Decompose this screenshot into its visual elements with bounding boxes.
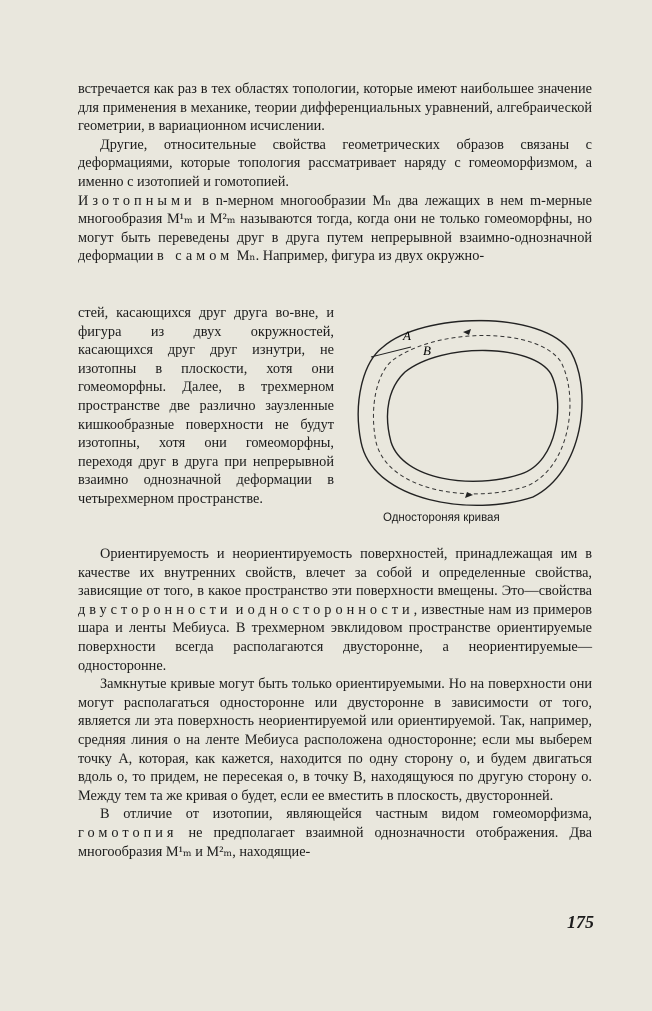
term-one-sided: односторонности [247,601,414,618]
text-block-bottom [78,545,592,861]
orient-text-1: Ориентируемость и неориентируемость поверхностей, принадлежащая им в качестве их внутренних свойств, влечет за собой и определенные свойства, зависящие от того, в какое пространство эти поверхности вмещены. Это—свойства [78,546,592,600]
paragraph-2: Другие, относительные свойства геометрических образов связаны с деформациями, которые топология рассматривает наряду с гомеоморфизмом, а именно с изотопией и гомотопией. [78,136,592,190]
paragraph-orientability [78,545,592,675]
orient-text-2: и [231,601,248,618]
term-in-itself: в самом [156,248,234,265]
term-isotopic: Изотопными [78,192,196,209]
paragraph-wrap: стей, касающихся друг друга во-вне, и фигура из двух окружностей, касающихся друг друг изнутри, не изотопны в плоскости, хотя они гомеоморфны. Далее, в трехмерном пространстве две различно заузленные кишкообразные поверхности не будут изотопны, хотя они гомеоморфны, переходя друг в друга при непрерывной взаимно однозначной деформации в четырехмерном пространстве. [78,305,334,507]
label-b: B [423,343,431,358]
figure-caption: Одностороняя кривая [383,512,500,524]
paragraph-1: встречается как раз в тех областях топологии, которые имеют наибольшее значение для применения в механике, теории дифференциальных уравнений, алгебраической геометрии, в вариационном исчислении. [78,81,592,135]
text-block-top [78,80,592,266]
term-two-sided: двусторонности [78,601,232,618]
term-homotopy: гомотопия [78,824,178,841]
wrapped-text [78,304,334,509]
arrow-bottom [465,492,473,498]
orient-text-3: , известные нам из примеров шара и ленты Мебиуса. В трехмерном эвклидовом пространстве ориентируемые поверхности всегда располагаются двусторонне, а неориентируемые—односторонне. [78,601,592,674]
label-a: A [403,328,411,343]
one-sided-curve-figure [343,302,593,517]
isotopy-text-1: в n-мерном многообразии Mₙ два лежащих в нем m-мерные многообразия M¹ₘ и M²ₘ называются тогда, когда они не только гомеоморфны, но могут быть переведены друг в друга путем непрерывной взаимно-однозначной деформации [78,192,592,265]
dashed-curve [373,335,570,493]
paragraph-homotopy [78,805,592,861]
isotopy-text-2: Mₙ. Например, фигура из двух окружно- [233,248,485,265]
page-number: 175 [567,912,594,932]
outer-loop [358,321,582,506]
homotopy-text-2: не предполагает взаимной однозначности отображения. Два многообразия M¹ₘ и M²ₘ, находящие- [78,824,592,860]
arrow-top [463,329,471,335]
paragraph-isotopy [78,192,592,266]
homotopy-text-1: В отличие от изотопии, являющейся частным видом гомеоморфизма, [100,806,592,823]
inner-loop [387,350,557,481]
paragraph-closed-curves: Замкнутые кривые могут быть только ориентируемыми. Но на поверхности они могут располагаться односторонне или двусторонне в зависимости от того, является ли эта поверхность неориентируемой или ориентируемой. Так, например, средняя линия o на ленте Мебиуса расположена односторонне; если мы выберем точку A, которая, как кажется, находится по одну сторону o, и будем двигаться вдоль o, то придем, не пересекая o, в точку B, находящуюся по другую сторону o. Между тем та же кривая o будет, если ее вместить в плоскость, двусторонней. [78,676,592,804]
